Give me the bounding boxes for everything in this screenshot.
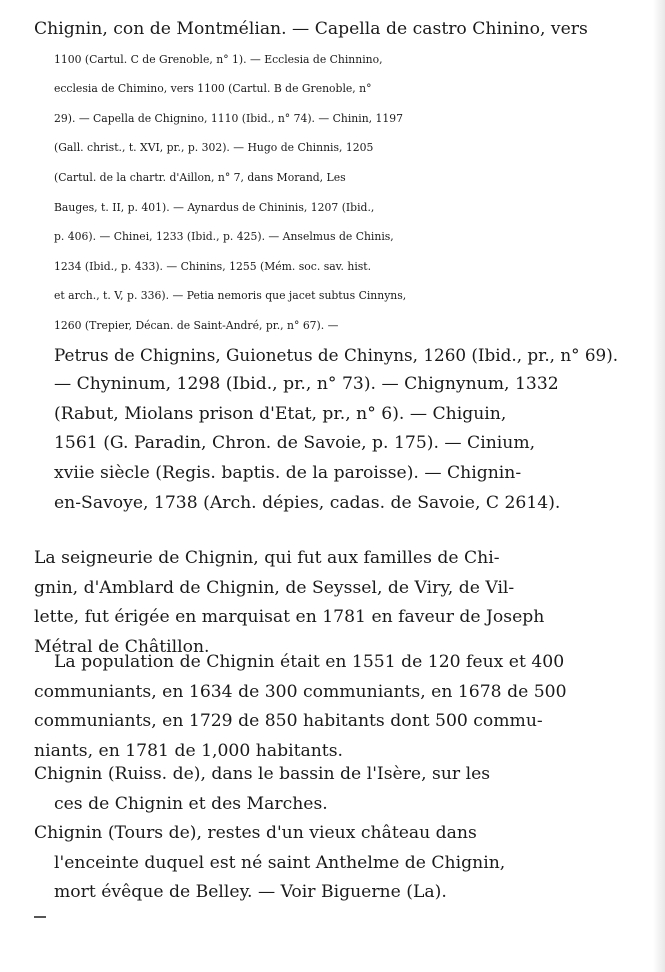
text-line: gnin, d'Amblard de Chignin, de Seyssel, de Viry, de Vil- (34, 577, 515, 598)
entry-chignin (34, 15, 618, 518)
text-line: — Chyninum, 1298 (Ibid., pr., n° 73). — Chignynum, 1332 (54, 374, 559, 395)
text-line: (Cartul. de la chartr. d'Aillon, n° 7, dans Morand, Les (54, 170, 346, 184)
scan-edge-shadow (653, 0, 665, 972)
text-line: xviie siècle (Regis. baptis. de la paroisse). — Chignin- (54, 462, 522, 483)
text-line: La population de Chignin était en 1551 de 120 feux et 400 (54, 652, 565, 672)
text-line: Bauges, t. II, p. 401). — Aynardus de Chininis, 1207 (Ibid., (54, 200, 375, 214)
text-line: en-Savoye, 1738 (Arch. dépies, cadas. de Savoie, C 2614). (54, 492, 561, 513)
text-line: niants, en 1781 de 1,000 habitants. (34, 740, 343, 761)
text-line: communiants, en 1634 de 300 communiants, en 1678 de 500 (34, 681, 567, 702)
text-line: Chignin, con de Montmélian. — Capella de castro Chinino, vers (34, 19, 588, 39)
text-line: La seigneurie de Chignin, qui fut aux familles de Chi- (34, 548, 500, 568)
text-line: 1234 (Ibid., p. 433). — Chinins, 1255 (Mém. soc. sav. hist. (54, 259, 372, 273)
margin-dash (34, 916, 46, 918)
text-line: 29). — Capella de Chignino, 1110 (Ibid., n° 74). — Chinin, 1197 (54, 111, 404, 125)
text-line: Métral de Châtillon. (34, 636, 210, 657)
paragraph-population (34, 648, 567, 766)
text-line: Chignin (Tours de), restes d'un vieux château dans (34, 823, 477, 843)
text-line: communiants, en 1729 de 850 habitants dont 500 commu- (34, 711, 543, 732)
text-line: 1561 (G. Paradin, Chron. de Savoie, p. 175). — Cinium, (54, 433, 536, 454)
text-line: 1260 (Trepier, Décan. de Saint-André, pr., n° 67). — (54, 318, 339, 332)
text-line: lette, fut érigée en marquisat en 1781 en faveur de Joseph (34, 607, 545, 628)
text-line: 1100 (Cartul. C de Grenoble, n° 1). — Ecclesia de Chinnino, (54, 52, 383, 66)
text-line: l'enceinte duquel est né saint Anthelme de Chignin, (54, 852, 506, 873)
text-line: Chignin (Ruiss. de), dans le bassin de l'Isère, sur les (34, 764, 491, 784)
text-line: ecclesia de Chimino, vers 1100 (Cartul. B de Grenoble, n° (54, 82, 372, 96)
text-line: mort évêque de Belley. — Voir Biguerne (La). (54, 882, 447, 903)
text-line: et arch., t. V, p. 336). — Petia nemoris que jacet subtus Cinnyns, (54, 289, 407, 303)
entry-chignin-tours (34, 819, 505, 908)
text-line: (Gall. christ., t. XVI, pr., p. 302). — Hugo de Chinnis, 1205 (54, 141, 374, 155)
text-line: ces de Chignin et des Marches. (54, 793, 328, 814)
text-line: (Rabut, Miolans prison d'Etat, pr., n° 6). — Chiguin, (54, 403, 507, 424)
entry-chignin-ruisseau (34, 760, 490, 819)
paragraph-seigneurie (34, 544, 544, 662)
text-line: p. 406). — Chinei, 1233 (Ibid., p. 425). — Anselmus de Chinis, (54, 230, 394, 244)
text-line: Petrus de Chignins, Guionetus de Chinyns, 1260 (Ibid., pr., n° 69). (54, 344, 619, 365)
